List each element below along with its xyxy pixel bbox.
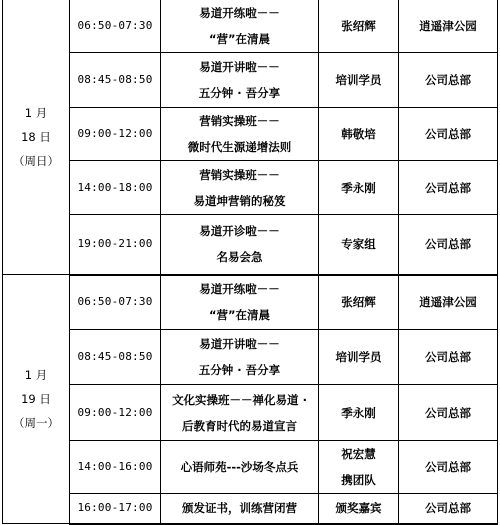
topic-line: 五分钟 · 吾分享 bbox=[198, 363, 281, 377]
topic-line: 文化实操班－－禅化易道 · bbox=[172, 392, 307, 407]
date-line: 19 日 bbox=[21, 392, 51, 406]
topic-line: 营销实操班－－ bbox=[199, 114, 280, 128]
topic-line: 营销实操班－－ bbox=[199, 167, 280, 182]
time-cell: 06:50-07:30 bbox=[70, 0, 161, 53]
schedule-row bbox=[3, 275, 498, 330]
place-cell: 公司总部 bbox=[399, 161, 498, 215]
date-cell bbox=[3, 0, 70, 275]
time-cell: 19:00-21:00 bbox=[70, 215, 161, 275]
place-cell: 公司总部 bbox=[399, 494, 498, 524]
speaker-cell bbox=[319, 53, 399, 108]
place-cell: 公司总部 bbox=[399, 385, 498, 441]
date-line: 1 月 bbox=[24, 368, 48, 382]
speaker-cell bbox=[319, 108, 399, 161]
speaker-cell bbox=[319, 0, 399, 53]
topic-line: 易道开练啦－－ bbox=[199, 282, 280, 297]
date-line: 18 日 bbox=[21, 130, 51, 144]
speaker-cell bbox=[319, 441, 399, 494]
topic-line: 五分钟 · 吾分享 bbox=[198, 86, 281, 100]
topic-line: 易道开诊啦－－ bbox=[199, 224, 280, 239]
speaker-line: 祝宏慧 bbox=[341, 447, 376, 461]
time-cell: 06:50-07:30 bbox=[70, 275, 161, 330]
time-cell: 09:00-12:00 bbox=[70, 108, 161, 161]
place-cell: 公司总部 bbox=[399, 108, 498, 161]
speaker-cell bbox=[319, 215, 399, 275]
place-cell: 公司总部 bbox=[399, 215, 498, 275]
topic-line: 名易会急 bbox=[216, 250, 263, 265]
schedule-row bbox=[3, 53, 498, 108]
topic-cell bbox=[161, 330, 319, 385]
speaker-cell bbox=[319, 275, 399, 330]
place-cell: 逍遥津公园 bbox=[399, 275, 498, 330]
speaker-cell bbox=[319, 330, 399, 385]
time-cell: 14:00-18:00 bbox=[70, 161, 161, 215]
topic-cell bbox=[161, 53, 319, 108]
speaker-line: 季永刚 bbox=[341, 405, 376, 420]
date-line: （周一） bbox=[13, 416, 59, 430]
topic-line: 心语师苑---沙场冬点兵 bbox=[180, 460, 299, 474]
speaker-line: 韩敬培 bbox=[341, 127, 376, 141]
topic-line: 易道坤营销的秘笈 bbox=[193, 193, 286, 208]
topic-line: 易道开练啦－－ bbox=[199, 6, 280, 20]
schedule-row bbox=[3, 0, 498, 53]
topic-line: “营”在清晨 bbox=[208, 308, 271, 323]
topic-cell bbox=[161, 385, 319, 441]
speaker-cell bbox=[319, 385, 399, 441]
date-cell bbox=[3, 275, 70, 524]
topic-line: “营”在清晨 bbox=[208, 32, 271, 46]
topic-line: 易道开讲啦－－ bbox=[199, 337, 280, 351]
schedule-row bbox=[3, 385, 498, 441]
schedule-row bbox=[3, 108, 498, 161]
date-line: 1 月 bbox=[24, 106, 48, 120]
time-cell: 09:00-12:00 bbox=[70, 385, 161, 441]
schedule-table bbox=[2, 0, 498, 525]
topic-cell bbox=[161, 494, 319, 524]
place-cell: 逍遥津公园 bbox=[399, 0, 498, 53]
time-cell: 08:45-08:50 bbox=[70, 53, 161, 108]
speaker-line: 培训学员 bbox=[335, 73, 382, 87]
topic-cell bbox=[161, 441, 319, 494]
place-cell: 公司总部 bbox=[399, 441, 498, 494]
speaker-cell bbox=[319, 494, 399, 524]
topic-cell bbox=[161, 108, 319, 161]
speaker-line: 颁奖嘉宾 bbox=[335, 501, 382, 516]
place-cell: 公司总部 bbox=[399, 330, 498, 385]
topic-cell bbox=[161, 161, 319, 215]
topic-cell bbox=[161, 275, 319, 330]
time-cell: 08:45-08:50 bbox=[70, 330, 161, 385]
speaker-line: 季永刚 bbox=[341, 180, 376, 195]
topic-cell bbox=[161, 215, 319, 275]
schedule-row bbox=[3, 494, 498, 524]
speaker-line: 张绍辉 bbox=[341, 295, 376, 310]
time-cell: 16:00-17:00 bbox=[70, 494, 161, 524]
place-cell: 公司总部 bbox=[399, 53, 498, 108]
speaker-line: 专家组 bbox=[341, 237, 376, 252]
speaker-line: 张绍辉 bbox=[341, 19, 376, 33]
speaker-line: 培训学员 bbox=[335, 350, 382, 364]
topic-line: 后教育时代的易道宣言 bbox=[182, 418, 297, 433]
speaker-cell bbox=[319, 161, 399, 215]
topic-line: 微时代生源递增法则 bbox=[187, 140, 292, 154]
schedule-row bbox=[3, 441, 498, 494]
topic-line: 易道开讲啦－－ bbox=[199, 60, 280, 74]
topic-cell bbox=[161, 0, 319, 53]
time-cell: 14:00-16:00 bbox=[70, 441, 161, 494]
schedule-row bbox=[3, 215, 498, 275]
date-line: （周日） bbox=[13, 154, 59, 168]
topic-line: 颁发证书，训练营闭营 bbox=[182, 501, 297, 516]
speaker-line: 携团队 bbox=[341, 473, 376, 487]
schedule-row bbox=[3, 161, 498, 215]
schedule-row bbox=[3, 330, 498, 385]
